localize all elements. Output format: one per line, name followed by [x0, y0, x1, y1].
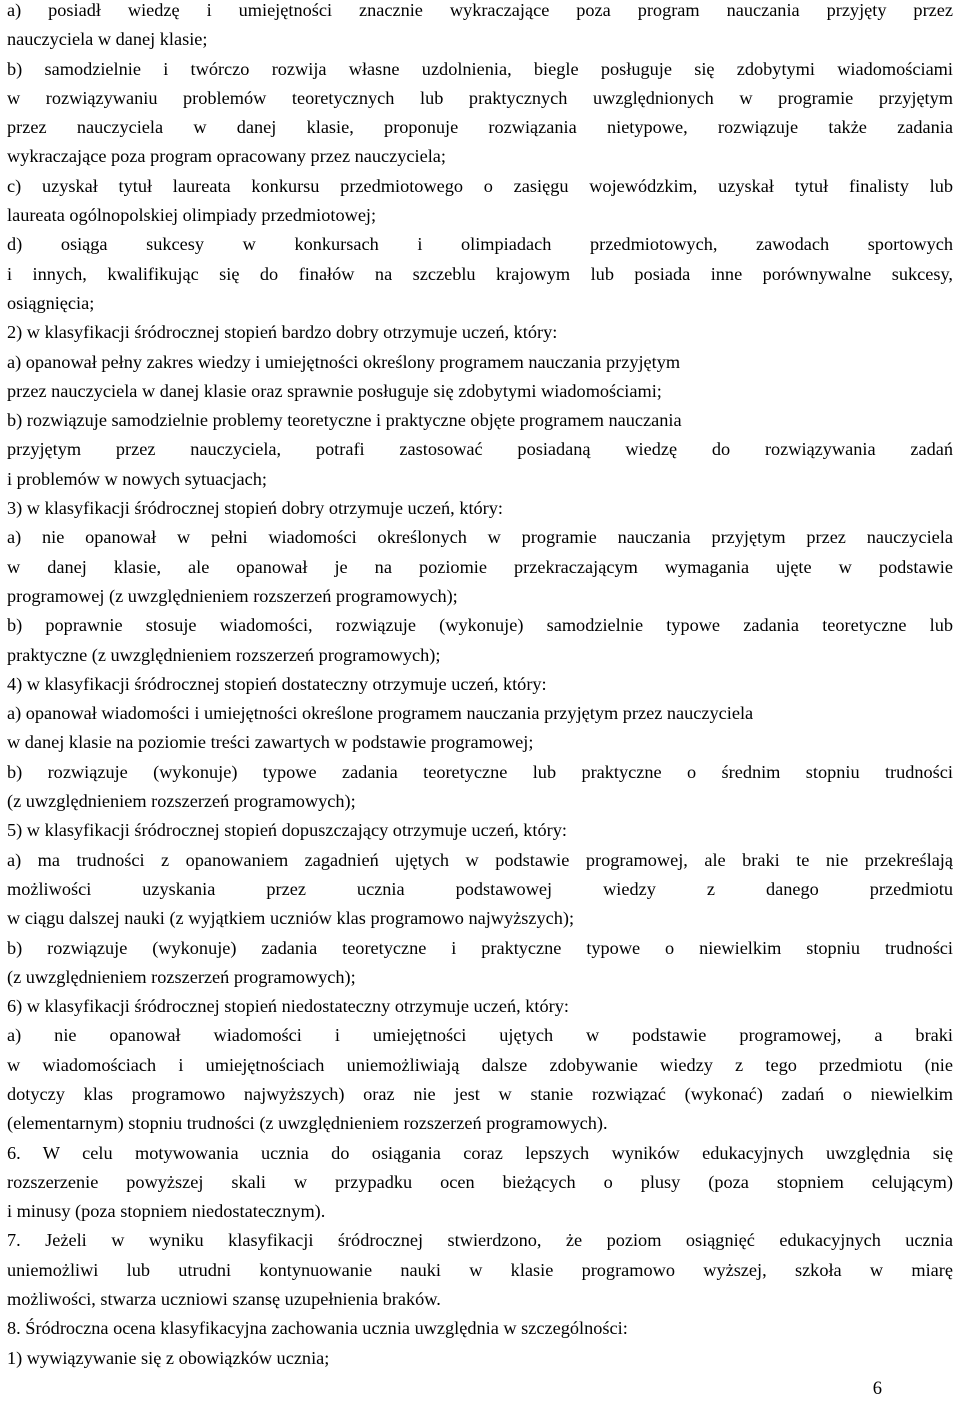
text-line: 5) w klasyfikacji śródrocznej stopień dopuszczający otrzymuje uczeń, który: — [7, 820, 567, 841]
text-line: i minusy (poza stopniem niedostatecznym). — [7, 1201, 326, 1222]
text-line: a) posiadł wiedzę i umiejętności znacznie wykraczające poza program nauczania przyjęty przez — [7, 0, 953, 20]
text-line: 3) w klasyfikacji śródrocznej stopień dobry otrzymuje uczeń, który: — [7, 498, 503, 519]
text-line: a) nie opanował w pełni wiadomości określonych w programie nauczania przyjętym przez nauczyciela — [7, 527, 953, 548]
text-line: (z uwzględnieniem rozszerzeń programowych); — [7, 966, 356, 987]
text-line: 6) w klasyfikacji śródrocznej stopień niedostateczny otrzymuje uczeń, który: — [7, 996, 569, 1017]
text-line: rozszerzenie powyższej skali w przypadku ocen bieżących o plusy (poza stopniem celującym) — [7, 1171, 953, 1192]
text-line: w ciągu dalszej nauki (z wyjątkiem uczniów klas programowo najwyższych); — [7, 908, 575, 929]
text-line: (z uwzględnieniem rozszerzeń programowych); — [7, 791, 356, 812]
text-line: możliwości, stwarza uczniowi szansę uzupełnienia braków. — [7, 1289, 441, 1310]
document-body — [7, 0, 953, 1373]
text-line: przez nauczyciela w danej klasie oraz sprawnie posługuje się zdobytymi wiadomościami; — [7, 380, 662, 401]
text-line: a) ma trudności z opanowaniem zagadnień ujętych w podstawie programowej, ale braki te nie przekreślają — [7, 849, 953, 870]
text-line: uniemożliwi lub utrudni kontynuowanie nauki w klasie programowo wyższej, szkoła w miarę — [7, 1259, 953, 1280]
text-line: 2) w klasyfikacji śródrocznej stopień bardzo dobry otrzymuje uczeń, który: — [7, 322, 558, 343]
text-line: i problemów w nowych sytuacjach; — [7, 468, 267, 489]
text-line: w danej klasie, ale opanował je na poziomie przekraczającym wymagania ujęte w podstawie — [7, 556, 953, 577]
text-line: c) uzyskał tytuł laureata konkursu przedmiotowego o zasięgu wojewódzkim, uzyskał tytuł finalisty lub — [7, 175, 953, 196]
text-line: a) opanował wiadomości i umiejętności określone programem nauczania przyjętym przez nauczyciela — [7, 703, 754, 724]
text-line: dotyczy klas programowo najwyższych) oraz nie jest w stanie rozwiązać (wykonać) zadań o niewielkim — [7, 1083, 953, 1104]
text-line: d) osiąga sukcesy w konkursach i olimpiadach przedmiotowych, zawodach sportowych — [7, 234, 953, 255]
text-line: 4) w klasyfikacji śródrocznej stopień dostateczny otrzymuje uczeń, który: — [7, 673, 547, 694]
text-line: b) samodzielnie i twórczo rozwija własne uzdolnienia, biegle posługuje się zdobytymi wiadomościami — [7, 58, 953, 79]
text-line: (elementarnym) stopniu trudności (z uwzględnieniem rozszerzeń programowych). — [7, 1113, 608, 1134]
text-line: 1) wywiązywanie się z obowiązków ucznia; — [7, 1347, 330, 1368]
text-line: wykraczające poza program opracowany przez nauczyciela; — [7, 146, 446, 167]
text-line: w wiadomościach i umiejętnościach uniemożliwiają dalsze zdobywanie wiedzy z tego przedmiotu (nie — [7, 1054, 953, 1075]
page-number: 6 — [872, 1379, 882, 1399]
text-line: nauczyciela w danej klasie; — [7, 29, 208, 50]
text-line: b) poprawnie stosuje wiadomości, rozwiązuje (wykonuje) samodzielnie typowe zadania teoretyczne lub — [7, 615, 953, 636]
text-line: 8. Śródroczna ocena klasyfikacyjna zachowania ucznia uwzględnia w szczególności: — [7, 1318, 628, 1339]
text-line: 6. W celu motywowania ucznia do osiągania coraz lepszych wyników edukacyjnych uwzględnia się — [7, 1142, 953, 1163]
text-line: 7. Jeżeli w wyniku klasyfikacji śródrocznej stwierdzono, że poziom osiągnięć edukacyjnych ucznia — [7, 1230, 953, 1251]
text-line: w rozwiązywaniu problemów teoretycznych lub praktycznych uwzględnionych w programie przyjętym — [7, 87, 953, 108]
text-line: i innych, kwalifikując się do finałów na szczeblu krajowym lub posiada inne porównywalne sukcesy, — [7, 263, 953, 284]
text-line: a) opanował pełny zakres wiedzy i umiejętności określony programem nauczania przyjętym — [7, 351, 681, 372]
text-line: w danej klasie na poziomie treści zawartych w podstawie programowej; — [7, 732, 534, 753]
text-line: b) rozwiązuje (wykonuje) zadania teoretyczne i praktyczne typowe o niewielkim stopniu trudności — [7, 937, 953, 958]
text-line: przez nauczyciela w danej klasie, proponuje rozwiązania nietypowe, rozwiązuje także zadania — [7, 117, 953, 138]
text-line: możliwości uzyskania przez ucznia podstawowej wiedzy z danego przedmiotu — [7, 878, 953, 899]
text-line: praktyczne (z uwzględnieniem rozszerzeń programowych); — [7, 644, 441, 665]
text-line: a) nie opanował wiadomości i umiejętności ujętych w podstawie programowej, a braki — [7, 1025, 953, 1046]
text-line: b) rozwiązuje samodzielnie problemy teoretyczne i praktyczne objęte programem nauczania — [7, 410, 682, 431]
text-line: programowej (z uwzględnieniem rozszerzeń programowych); — [7, 585, 458, 606]
text-line: b) rozwiązuje (wykonuje) typowe zadania teoretyczne lub praktyczne o średnim stopniu trudności — [7, 761, 953, 782]
text-line: laureata ogólnopolskiej olimpiady przedmiotowej; — [7, 205, 377, 226]
text-line: przyjętym przez nauczyciela, potrafi zastosować posiadaną wiedzę do rozwiązywania zadań — [7, 439, 953, 460]
text-line: osiągnięcia; — [7, 292, 95, 313]
